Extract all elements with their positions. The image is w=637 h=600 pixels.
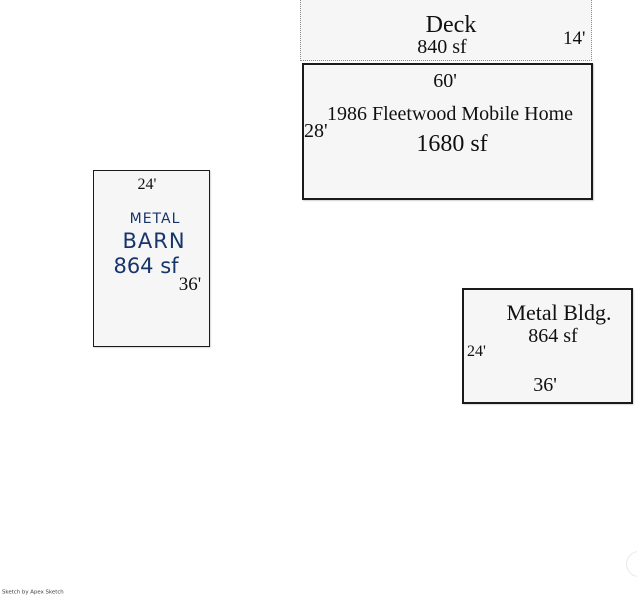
mobile-home-width-dimension: 60' bbox=[433, 70, 457, 92]
mobile-home-label: 1986 Fleetwood Mobile Home bbox=[326, 103, 574, 125]
deck-label: Deck bbox=[425, 12, 477, 38]
barn-depth-dimension: 36' bbox=[178, 274, 202, 295]
barn-material-label: METAL bbox=[129, 211, 181, 227]
metal-bldg-label: Metal Bldg. bbox=[506, 300, 612, 325]
barn-width-dimension: 24' bbox=[137, 176, 157, 193]
mobile-home-depth-dimension: 28' bbox=[304, 120, 328, 142]
barn-label: BARN bbox=[122, 229, 186, 253]
barn-area-label: 864 sf bbox=[113, 254, 179, 278]
metal-bldg-depth-dimension: 24' bbox=[467, 343, 486, 360]
deck-depth-dimension: 14' bbox=[563, 28, 586, 49]
deck-area-label: 840 sf bbox=[417, 36, 467, 58]
sketch-credit: Sketch by Apex Sketch bbox=[2, 589, 64, 596]
mobile-home-area-label: 1680 sf bbox=[416, 131, 488, 157]
metal-bldg-area-label: 864 sf bbox=[528, 325, 578, 347]
metal-bldg-width-dimension: 36' bbox=[533, 374, 557, 396]
watermark-circle bbox=[626, 551, 637, 577]
